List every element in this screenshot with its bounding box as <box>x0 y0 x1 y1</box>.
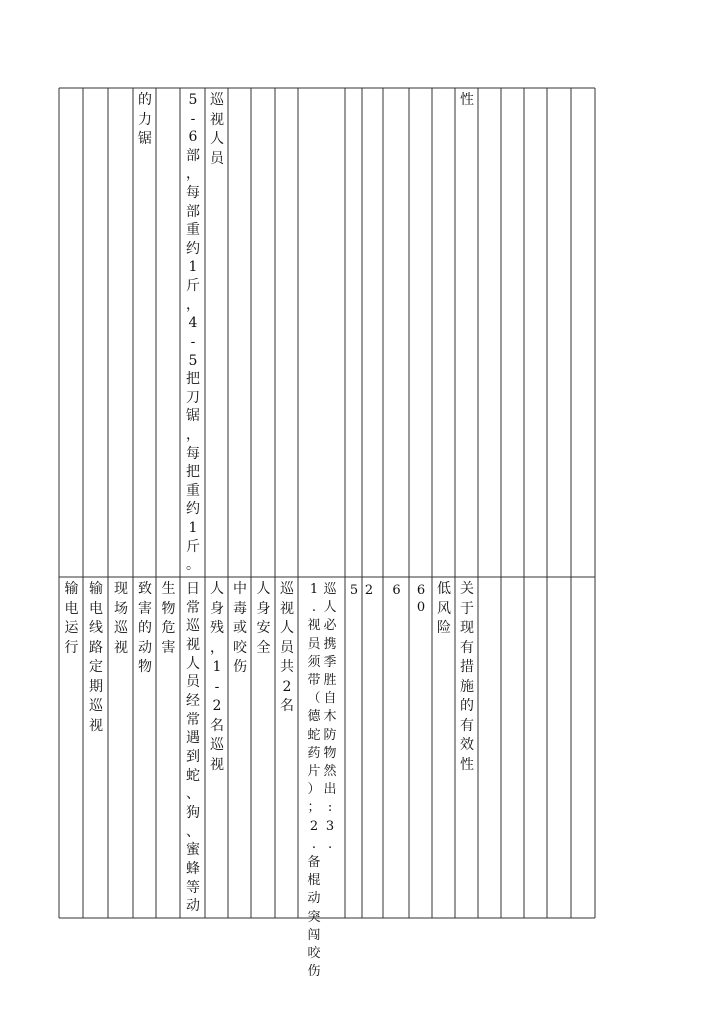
row2-activity: 输 电 线 路 定 期 巡 视 <box>89 581 103 734</box>
row2-hazard-source: 致 害 的 动 物 <box>138 581 152 675</box>
row1-col3-tool-description-tail: 的 力 锯 <box>138 92 152 147</box>
row2-possible-consequence: 人 身 残 ， 1 - 2 名 巡 视 <box>210 581 224 773</box>
row2-hazard-type: 生 物 危 害 <box>161 581 176 656</box>
row2-existing-measures-left: 1 . 视 员 须 带 （ 德 蛇 药 片 ） ； 2 . 备 棍 动 突 闯 咬 伤 <box>307 582 321 980</box>
row1-col19-effectiveness-tail: 性 <box>460 92 474 108</box>
row2-affected-object: 人 身 安 全 <box>256 581 271 656</box>
row2-score-d: 6 0 <box>416 583 426 615</box>
row1-col7-patrol-personnel: 巡 视 人 员 <box>210 92 224 167</box>
row2-injury-type: 中 毒 或 咬 伤 <box>233 581 247 675</box>
row2-site: 现 场 巡 视 <box>114 581 128 656</box>
row1-col6-tool-weights: 5 - 6 部 ， 每 部 重 约 1 斤 ， 4 - 5 把 刀 锯 ， 每 把 重 约 1 斤 。 <box>186 92 200 574</box>
row2-score-l: 5 <box>349 583 359 598</box>
row2-risk-level: 低 风 险 <box>437 581 451 636</box>
row2-existing-measures <box>299 581 345 980</box>
row2-empty-cells <box>479 578 594 917</box>
row2-hazard-description: 日 常 巡 视 人 员 经 常 遇 到 蛇 、 狗 、 蜜 蜂 等 动 <box>186 581 200 915</box>
row2-measure-effectiveness: 关 于 现 有 措 施 的 有 效 性 <box>460 581 474 773</box>
row2-exposed-personnel: 巡 视 人 员 共 2 名 <box>280 581 294 714</box>
row2-existing-measures-right: 巡 人 必 携 季 胜 自 木 防 物 然 出 : 3 . <box>323 582 337 852</box>
row2-score-c: 6 <box>392 583 401 598</box>
row1-empty-cells <box>479 89 594 576</box>
row2-score-e: 2 <box>364 583 374 598</box>
row2-department: 输 电 运 行 <box>64 581 79 656</box>
